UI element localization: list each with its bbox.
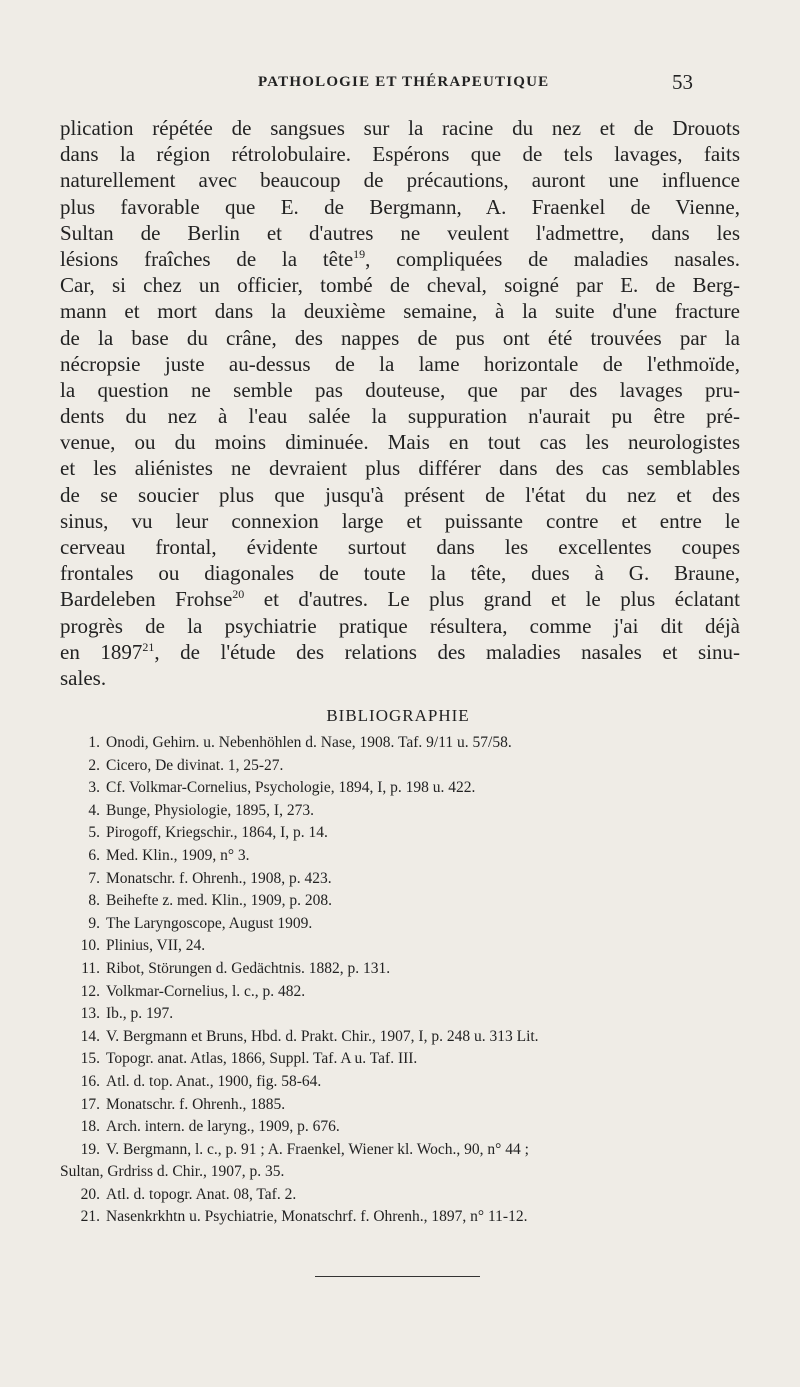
- ref-text: Atl. d. top. Anat., 1900, fig. 58-64.: [106, 1072, 322, 1090]
- ref-text: V. Bergmann, l. c., p. 91 ; A. Fraenkel, Wiener kl. Woch., 90, n° 44 ;: [106, 1140, 529, 1158]
- ref-number: 4.: [88, 801, 100, 819]
- footnote-ref: 20: [232, 587, 245, 602]
- bibliography-entry: [60, 1206, 760, 1229]
- body-line: de la base du crâne, des nappes de pus ont été trouvées par la: [60, 325, 740, 350]
- bibliography-entry: [60, 1116, 760, 1139]
- bibliography-entry: [60, 1139, 760, 1162]
- body-line: [60, 586, 740, 612]
- body-text-segment: Bardeleben Frohse: [60, 587, 233, 612]
- ref-text: Nasenkrkhtn u. Psychiatrie, Monatschrf. f. Ohrenh., 1897, n° 11-12.: [106, 1208, 528, 1226]
- bibliography-entry: [60, 890, 760, 913]
- ref-text: Monatschr. f. Ohrenh., 1885.: [106, 1095, 286, 1113]
- bibliography-list: [60, 732, 760, 1229]
- body-line: et les aliénistes ne devraient plus différer dans des cas semblables: [60, 456, 740, 481]
- body-text-segment: lésions fraîches de la tête: [60, 246, 354, 271]
- body-line: mann et mort dans la deuxième semaine, à la suite d'une fracture: [60, 299, 740, 324]
- body-line: la question ne semble pas douteuse, que par des lavages pru-: [60, 377, 740, 402]
- body-line: de se soucier plus que jusqu'à présent de l'état du nez et des: [60, 482, 740, 507]
- bibliography-entry: [60, 732, 760, 755]
- ref-number: 11.: [81, 959, 100, 977]
- body-text-segment: en 1897: [60, 639, 143, 664]
- ref-text: V. Bergmann et Bruns, Hbd. d. Prakt. Chir., 1907, I, p. 248 u. 313 Lit.: [106, 1027, 539, 1045]
- ref-text: Ib., p. 197.: [106, 1005, 174, 1023]
- bibliography-entry: [60, 981, 760, 1004]
- ref-number: 17.: [80, 1095, 100, 1113]
- body-line: [60, 639, 740, 665]
- bibliography-entry: [60, 755, 760, 778]
- ref-text: Bunge, Physiologie, 1895, I, 273.: [106, 801, 314, 819]
- bibliography-entry: [60, 800, 760, 823]
- body-text-segment: et d'autres. Le plus grand et le plus éclatant: [244, 587, 740, 612]
- body-text-segment: , compliquées de maladies nasales.: [365, 246, 740, 271]
- body-line: cerveau frontal, évidente surtout dans les excellentes coupes: [60, 535, 740, 559]
- footnote-ref: 19: [353, 246, 366, 261]
- ref-text: Monatschr. f. Ohrenh., 1908, p. 423.: [106, 869, 332, 887]
- ref-number: 12.: [80, 982, 100, 1000]
- body-line: Car, si chez un officier, tombé de cheval, soigné par E. de Berg-: [60, 273, 740, 298]
- ref-number: 18.: [80, 1118, 100, 1136]
- ref-number: 21.: [80, 1208, 100, 1226]
- body-line: frontales ou diagonales de toute la tête, dues à G. Braune,: [60, 561, 740, 586]
- body-line: [60, 246, 740, 272]
- bibliography-entry: [60, 1094, 760, 1117]
- bibliography-entry: [60, 777, 760, 800]
- ref-text: Arch. intern. de laryng., 1909, p. 676.: [106, 1118, 340, 1136]
- body-line: Sultan de Berlin et d'autres ne veulent l'admettre, dans les: [60, 220, 740, 245]
- body-line: nécropsie juste au-dessus de la lame horizontale de l'ethmoïde,: [60, 351, 740, 376]
- page-number: 53: [672, 70, 693, 94]
- body-line: dans la région rétrolobulaire. Espérons que de tels lavages, faits: [60, 142, 740, 167]
- ref-text: Atl. d. topogr. Anat. 08, Taf. 2.: [106, 1185, 297, 1203]
- ref-text: Volkmar-Cornelius, l. c., p. 482.: [106, 982, 306, 1000]
- running-header: [0, 70, 800, 100]
- body-line: sinus, vu leur connexion large et puissante contre et entre le: [60, 508, 740, 533]
- bibliography-entry: [60, 958, 760, 981]
- ref-text: Plinius, VII, 24.: [106, 937, 206, 955]
- ref-number: 9.: [88, 914, 100, 932]
- ref-number: 19.: [80, 1140, 100, 1158]
- end-rule: [315, 1276, 480, 1277]
- ref-number: 16.: [80, 1072, 100, 1090]
- bibliography-entry: [60, 1003, 760, 1026]
- bibliography-entry: [60, 1026, 760, 1049]
- bibliography-title: BIBLIOGRAPHIE: [326, 706, 470, 725]
- ref-number: 1.: [88, 734, 100, 751]
- ref-text: Cicero, De divinat. 1, 25-27.: [106, 756, 284, 774]
- body-line: progrès de la psychiatrie pratique résultera, comme j'ai dit déjà: [60, 613, 740, 638]
- ref-number: 14.: [80, 1027, 100, 1045]
- ref-number: 7.: [88, 869, 100, 887]
- bibliography-entry-continuation: [60, 1161, 760, 1184]
- ref-text: Cf. Volkmar-Cornelius, Psychologie, 1894, I, p. 198 u. 422.: [106, 779, 476, 797]
- ref-number: 5.: [88, 824, 100, 842]
- bibliography-entry: [60, 822, 760, 845]
- body-text-segment: , de l'étude des relations des maladies nasales et sinu-: [154, 639, 740, 664]
- ref-number: 2.: [88, 756, 100, 774]
- ref-text: Med. Klin., 1909, n° 3.: [106, 846, 250, 864]
- ref-number: 3.: [88, 779, 100, 797]
- bibliography-entry: [60, 1048, 760, 1071]
- bibliography-heading: [0, 706, 800, 726]
- ref-number: 15.: [80, 1050, 100, 1068]
- body-line: dents du nez à l'eau salée la suppuration n'aurait pu être pré-: [60, 404, 740, 429]
- bibliography-entry: [60, 1071, 760, 1094]
- ref-text: Pirogoff, Kriegschir., 1864, I, p. 14.: [106, 824, 328, 842]
- body-line: sales.: [60, 665, 107, 690]
- body-text: [60, 115, 740, 691]
- body-line: plus favorable que E. de Bergmann, A. Fraenkel de Vienne,: [60, 194, 740, 219]
- ref-number: 8.: [88, 892, 100, 910]
- ref-number: 10.: [80, 937, 100, 955]
- bibliography-entry: [60, 845, 760, 868]
- header-title: PATHOLOGIE ET THÉRAPEUTIQUE: [258, 74, 550, 90]
- body-line: naturellement avec beaucoup de précautions, auront une influence: [60, 168, 740, 193]
- ref-number: 13.: [80, 1005, 100, 1023]
- ref-text: Onodi, Gehirn. u. Nebenhöhlen d. Nase, 1908. Taf. 9/11 u. 57/58.: [106, 734, 512, 751]
- body-line: venue, ou du moins diminuée. Mais en tout cas les neurologistes: [60, 430, 740, 455]
- footnote-ref: 21: [142, 639, 155, 654]
- ref-text: The Laryngoscope, August 1909.: [106, 914, 313, 932]
- ref-text: Beihefte z. med. Klin., 1909, p. 208.: [106, 892, 332, 910]
- bibliography-entry: [60, 935, 760, 958]
- bibliography-entry: [60, 868, 760, 891]
- ref-text: Topogr. anat. Atlas, 1866, Suppl. Taf. A u. Taf. III.: [106, 1050, 418, 1068]
- ref-text: Ribot, Störungen d. Gedächtnis. 1882, p. 131.: [106, 959, 391, 977]
- bibliography-entry: [60, 1184, 760, 1207]
- body-line: plication répétée de sangsues sur la racine du nez et de Drouots: [60, 116, 740, 140]
- bibliography-entry: [60, 913, 760, 936]
- ref-text: Sultan, Grdriss d. Chir., 1907, p. 35.: [60, 1163, 285, 1181]
- ref-number: 20.: [80, 1185, 100, 1203]
- ref-number: 6.: [88, 846, 100, 864]
